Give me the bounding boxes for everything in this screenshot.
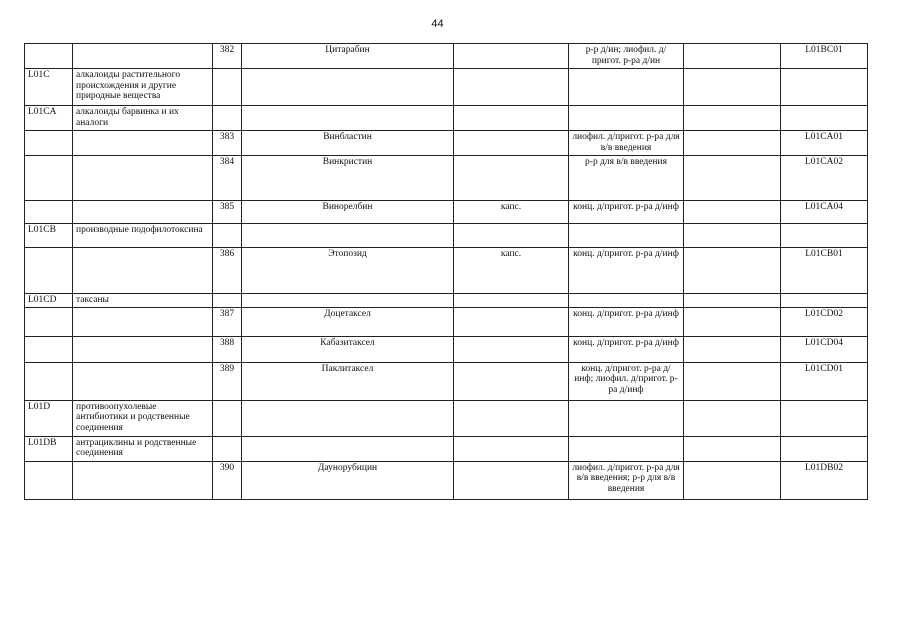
atc-code xyxy=(781,69,868,106)
dosage-form xyxy=(569,106,684,131)
oral-dosage-form xyxy=(454,44,569,69)
oral-dosage-form xyxy=(454,461,569,499)
oral-dosage-form xyxy=(454,131,569,156)
atc-group-name xyxy=(73,307,213,336)
atc-code: L01DB02 xyxy=(781,461,868,499)
table-row xyxy=(25,436,868,461)
table-row xyxy=(25,461,868,499)
item-number: 385 xyxy=(213,201,242,224)
oral-dosage-form xyxy=(454,69,569,106)
atc-group-name xyxy=(73,201,213,224)
atc-group-code xyxy=(25,307,73,336)
atc-group-code: L01D xyxy=(25,400,73,436)
item-number xyxy=(213,400,242,436)
oral-dosage-form: капс. xyxy=(454,248,569,294)
atc-group-code xyxy=(25,156,73,201)
atc-code xyxy=(781,400,868,436)
atc-code: L01CD01 xyxy=(781,362,868,400)
atc-group-code: L01C xyxy=(25,69,73,106)
atc-code: L01CA01 xyxy=(781,131,868,156)
page-number: 44 xyxy=(431,18,444,30)
atc-group-code xyxy=(25,201,73,224)
drug-name xyxy=(242,294,454,308)
atc-group-code xyxy=(25,336,73,362)
atc-code: L01CB01 xyxy=(781,248,868,294)
atc-code: L01CD04 xyxy=(781,336,868,362)
dosage-form xyxy=(569,224,684,248)
table-row xyxy=(25,44,868,69)
table-row xyxy=(25,336,868,362)
drug-name: Доцетаксел xyxy=(242,307,454,336)
empty-column xyxy=(684,336,781,362)
drug-name xyxy=(242,106,454,131)
oral-dosage-form xyxy=(454,400,569,436)
atc-group-code: L01CA xyxy=(25,106,73,131)
atc-group-name: алкалоиды барвинка и их аналоги xyxy=(73,106,213,131)
empty-column xyxy=(684,461,781,499)
drug-name: Винбластин xyxy=(242,131,454,156)
atc-group-code xyxy=(25,461,73,499)
item-number: 389 xyxy=(213,362,242,400)
drug-name: Цитарабин xyxy=(242,44,454,69)
table-body xyxy=(25,44,868,500)
item-number: 388 xyxy=(213,336,242,362)
drug-name xyxy=(242,69,454,106)
table-row xyxy=(25,69,868,106)
atc-code: L01CA04 xyxy=(781,201,868,224)
drug-name: Даунорубицин xyxy=(242,461,454,499)
empty-column xyxy=(684,69,781,106)
empty-column xyxy=(684,224,781,248)
dosage-form: конц. д/пригот. р-ра д/инф xyxy=(569,307,684,336)
drug-name xyxy=(242,224,454,248)
atc-group-name: производные подофилотоксина xyxy=(73,224,213,248)
drug-name: Винорелбин xyxy=(242,201,454,224)
medicines-table xyxy=(24,43,868,500)
atc-group-name xyxy=(73,156,213,201)
item-number xyxy=(213,69,242,106)
item-number: 383 xyxy=(213,131,242,156)
item-number: 387 xyxy=(213,307,242,336)
dosage-form: лиофил. д/пригот. р-ра для в/в введения; р-р для в/в введения xyxy=(569,461,684,499)
atc-group-name xyxy=(73,131,213,156)
empty-column xyxy=(684,248,781,294)
item-number xyxy=(213,224,242,248)
table-row xyxy=(25,201,868,224)
empty-column xyxy=(684,307,781,336)
dosage-form xyxy=(569,436,684,461)
drug-name: Паклитаксел xyxy=(242,362,454,400)
atc-group-name: алкалоиды растительного происхождения и другие природные вещества xyxy=(73,69,213,106)
atc-code xyxy=(781,224,868,248)
atc-group-name xyxy=(73,44,213,69)
drug-name xyxy=(242,436,454,461)
atc-code: L01CD02 xyxy=(781,307,868,336)
dosage-form: конц. д/пригот. р-ра д/инф xyxy=(569,248,684,294)
oral-dosage-form xyxy=(454,336,569,362)
dosage-form: р-р для в/в введения xyxy=(569,156,684,201)
empty-column xyxy=(684,400,781,436)
item-number: 384 xyxy=(213,156,242,201)
table-row xyxy=(25,307,868,336)
empty-column xyxy=(684,44,781,69)
atc-group-name xyxy=(73,336,213,362)
dosage-form: конц. д/пригот. р-ра д/инф xyxy=(569,336,684,362)
oral-dosage-form xyxy=(454,294,569,308)
oral-dosage-form xyxy=(454,362,569,400)
drug-name: Винкристин xyxy=(242,156,454,201)
table-row xyxy=(25,156,868,201)
item-number: 382 xyxy=(213,44,242,69)
drug-name xyxy=(242,400,454,436)
empty-column xyxy=(684,436,781,461)
table-row xyxy=(25,400,868,436)
dosage-form: конц. д/пригот. р-ра д/инф xyxy=(569,201,684,224)
empty-column xyxy=(684,156,781,201)
atc-group-code: L01CB xyxy=(25,224,73,248)
item-number: 390 xyxy=(213,461,242,499)
atc-group-code xyxy=(25,131,73,156)
dosage-form: р-р д/ин; лиофил. д/пригот. р-ра д/ин xyxy=(569,44,684,69)
oral-dosage-form xyxy=(454,156,569,201)
table-row xyxy=(25,106,868,131)
empty-column xyxy=(684,106,781,131)
atc-group-name: таксаны xyxy=(73,294,213,308)
empty-column xyxy=(684,362,781,400)
table-row xyxy=(25,224,868,248)
atc-group-name xyxy=(73,248,213,294)
table-row xyxy=(25,248,868,294)
dosage-form: лиофил. д/пригот. р-ра для в/в введения xyxy=(569,131,684,156)
atc-group-code xyxy=(25,362,73,400)
atc-group-code xyxy=(25,248,73,294)
table-row xyxy=(25,294,868,308)
atc-code: L01CA02 xyxy=(781,156,868,201)
item-number: 386 xyxy=(213,248,242,294)
item-number xyxy=(213,106,242,131)
oral-dosage-form xyxy=(454,224,569,248)
dosage-form xyxy=(569,294,684,308)
atc-code xyxy=(781,294,868,308)
atc-code xyxy=(781,436,868,461)
atc-group-name xyxy=(73,461,213,499)
atc-code xyxy=(781,106,868,131)
oral-dosage-form xyxy=(454,106,569,131)
dosage-form: конц. д/пригот. р-ра д/инф; лиофил. д/пригот. р-ра д/инф xyxy=(569,362,684,400)
empty-column xyxy=(684,201,781,224)
item-number xyxy=(213,436,242,461)
atc-group-name xyxy=(73,362,213,400)
atc-group-name: противоопухолевые антибиотики и родственные соединения xyxy=(73,400,213,436)
dosage-form xyxy=(569,400,684,436)
atc-group-name: антрациклины и родственные соединения xyxy=(73,436,213,461)
drug-name: Кабазитаксел xyxy=(242,336,454,362)
table-row xyxy=(25,131,868,156)
oral-dosage-form xyxy=(454,307,569,336)
drug-name: Этопозид xyxy=(242,248,454,294)
atc-group-code: L01CD xyxy=(25,294,73,308)
item-number xyxy=(213,294,242,308)
table-row xyxy=(25,362,868,400)
atc-code: L01BC01 xyxy=(781,44,868,69)
atc-group-code: L01DB xyxy=(25,436,73,461)
atc-group-code xyxy=(25,44,73,69)
oral-dosage-form: капс. xyxy=(454,201,569,224)
empty-column xyxy=(684,131,781,156)
oral-dosage-form xyxy=(454,436,569,461)
empty-column xyxy=(684,294,781,308)
dosage-form xyxy=(569,69,684,106)
